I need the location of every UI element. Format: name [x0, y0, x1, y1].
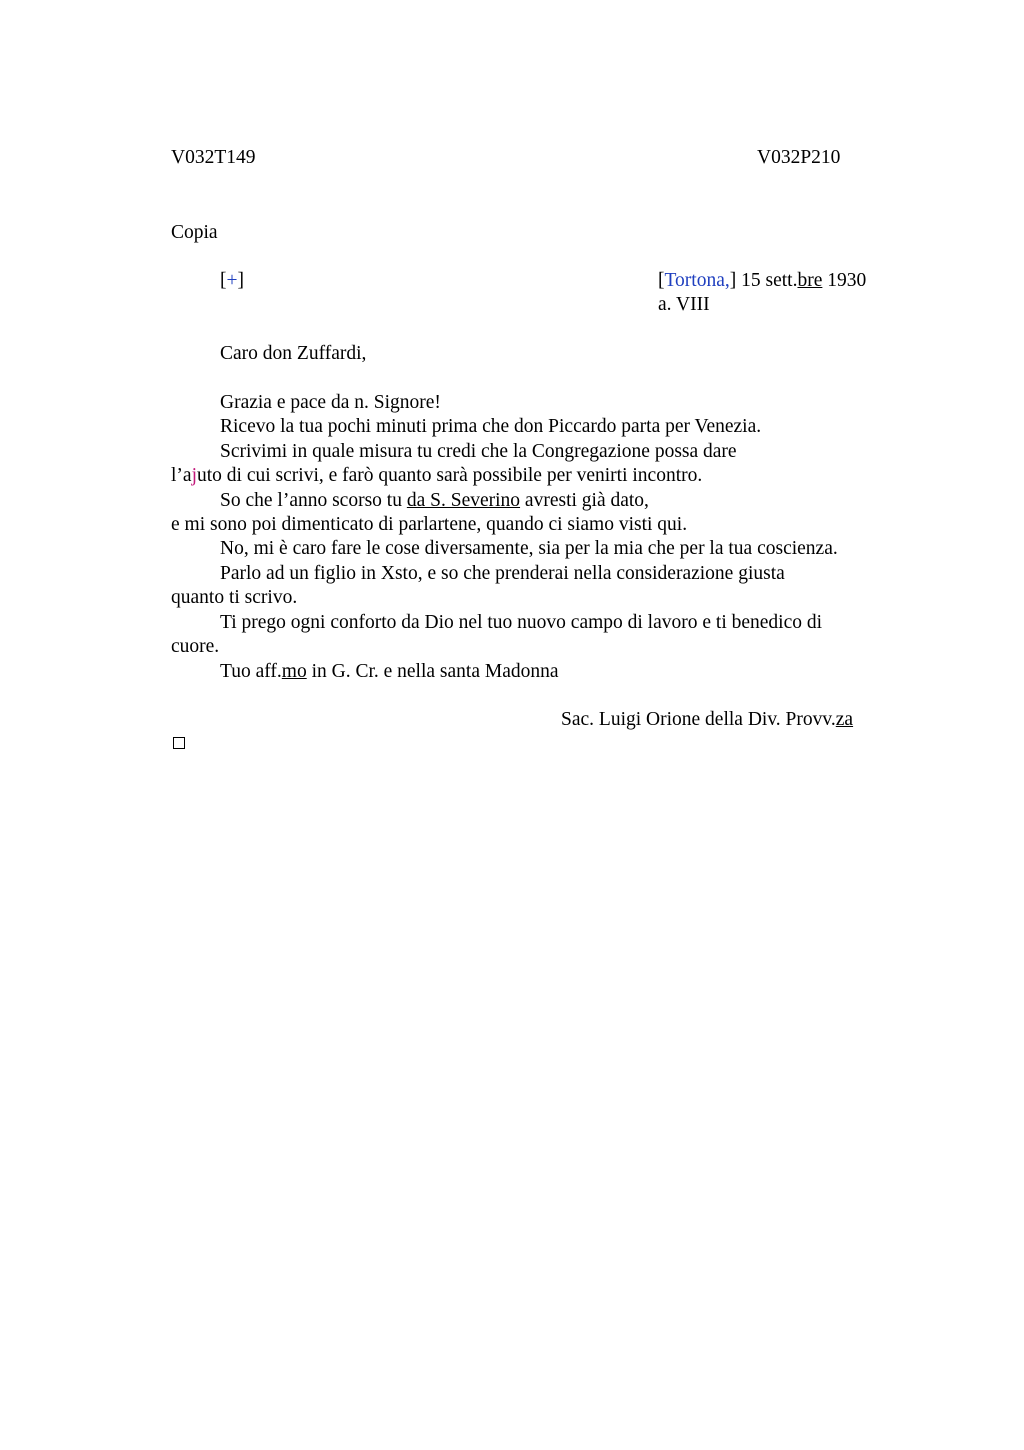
cross-close-bracket: ] — [237, 270, 244, 291]
body-text-segment: So che l’anno scorso tu — [220, 490, 407, 511]
body-text-segment: l’a — [171, 465, 192, 486]
body-text-segment: uto di cui scrivi, e farò quanto sarà possibile per venirti incontro. — [197, 465, 703, 486]
body-text-segment: in G. Cr. e nella santa Madonna — [306, 661, 559, 682]
body-line: Ricevo la tua pochi minuti prima che don Piccardo parta per Venezia. — [220, 416, 762, 437]
body-line: Parlo ad un figlio in Xsto, e so che prenderai nella considerazione giusta — [220, 563, 785, 584]
copy-label: Copia — [171, 222, 218, 243]
body-line: Grazia e pace da n. Signore! — [220, 392, 441, 413]
body-line: No, mi è caro fare le cose diversamente, sia per la mia che per la tua coscienza. — [220, 538, 838, 559]
dateline-place: Tortona, — [664, 270, 730, 291]
cross-mark — [220, 269, 244, 293]
signature-text: Sac. Luigi Orione della Div. Provv. — [561, 709, 836, 730]
end-marker-box — [173, 737, 185, 749]
body-line: Ti prego ogni conforto da Dio nel tuo nuovo campo di lavoro e ti benedico di — [220, 612, 823, 633]
dateline — [658, 269, 866, 293]
signature — [561, 708, 853, 732]
body-text-segment: avresti già dato, — [520, 490, 649, 511]
closing-line — [220, 660, 559, 684]
cross-symbol: + — [226, 270, 238, 291]
salutation: Caro don Zuffardi, — [220, 343, 367, 364]
body-text-underlined: da S. Severino — [406, 490, 521, 511]
dateline-open-bracket: [ — [658, 270, 665, 291]
body-line — [171, 464, 702, 488]
signature-abbrev: za — [835, 709, 854, 730]
document-code-right: V032P210 — [757, 147, 841, 168]
body-text-underlined: mo — [281, 661, 307, 682]
dateline-date-year: 1930 — [822, 270, 867, 291]
document-code-left: V032T149 — [171, 147, 256, 168]
body-text-highlight: j — [191, 465, 197, 486]
dateline-date-prefix: 15 sett. — [736, 270, 798, 291]
dateline-era: a. VIII — [658, 294, 710, 315]
body-text-segment: Tuo aff. — [220, 661, 282, 682]
cross-open-bracket: [ — [220, 270, 227, 291]
body-line: cuore. — [171, 636, 220, 657]
body-line: quanto ti scrivo. — [171, 587, 298, 608]
dateline-close-bracket: ] — [729, 270, 737, 291]
dateline-date-abbrev: bre — [797, 270, 823, 291]
body-line: e mi sono poi dimenticato di parlartene, quando ci siamo visti qui. — [171, 514, 688, 535]
body-line: Scrivimi in quale misura tu credi che la Congregazione possa dare — [220, 441, 737, 462]
body-line — [220, 489, 649, 513]
